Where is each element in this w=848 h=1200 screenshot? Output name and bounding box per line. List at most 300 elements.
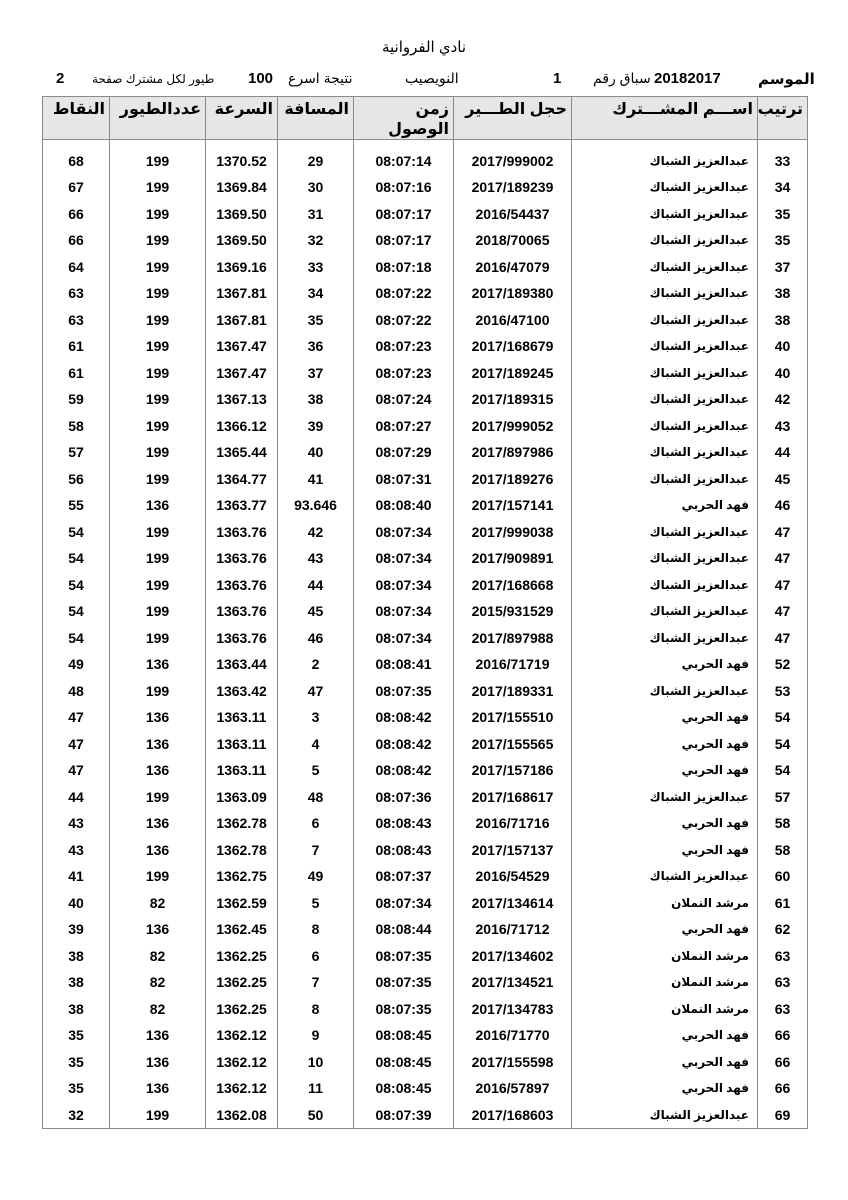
cell-birds: 199 (110, 1102, 206, 1129)
cell-speed: 1369.16 (206, 254, 278, 281)
cell-speed: 1362.12 (206, 1049, 278, 1076)
cell-arrival: 08:07:29 (354, 439, 454, 466)
club-name: نادي الفروانية (381, 39, 467, 56)
cell-arrival: 08:07:35 (354, 969, 454, 996)
cell-ring: 2017/157186 (454, 757, 572, 784)
cell-speed: 1370.52 (206, 148, 278, 175)
cell-rank: 53 (758, 678, 808, 705)
cell-arrival: 08:07:34 (354, 572, 454, 599)
cell-birds: 136 (110, 1022, 206, 1049)
cell-arrival: 08:08:45 (354, 1049, 454, 1076)
cell-points: 54 (43, 598, 110, 625)
cell-member: فهد الحربي (572, 492, 758, 519)
cell-points: 43 (43, 810, 110, 837)
table-row (43, 996, 808, 1023)
cell-member: مرشد النملان (572, 969, 758, 996)
col-ring: حجل الطـــير (454, 97, 572, 140)
cell-arrival: 08:07:34 (354, 625, 454, 652)
cell-member: عبدالعزيز الشباك (572, 545, 758, 572)
cell-rank: 66 (758, 1049, 808, 1076)
cell-birds: 199 (110, 386, 206, 413)
cell-rank: 62 (758, 916, 808, 943)
cell-member: فهد الحربي (572, 1075, 758, 1102)
cell-birds: 136 (110, 810, 206, 837)
cell-rank: 58 (758, 837, 808, 864)
cell-arrival: 08:07:14 (354, 148, 454, 175)
cell-member: فهد الحربي (572, 916, 758, 943)
cell-arrival: 08:08:42 (354, 731, 454, 758)
spacer-row (43, 140, 808, 148)
cell-ring: 2016/47100 (454, 307, 572, 334)
cell-birds: 199 (110, 439, 206, 466)
cell-points: 38 (43, 996, 110, 1023)
cell-ring: 2017/168668 (454, 572, 572, 599)
cell-ring: 2017/189239 (454, 174, 572, 201)
cell-arrival: 08:07:22 (354, 307, 454, 334)
cell-rank: 38 (758, 280, 808, 307)
cell-birds: 82 (110, 996, 206, 1023)
cell-rank: 35 (758, 201, 808, 228)
cell-arrival: 08:07:17 (354, 227, 454, 254)
cell-arrival: 08:07:37 (354, 863, 454, 890)
cell-points: 48 (43, 678, 110, 705)
table-row (43, 598, 808, 625)
cell-member: عبدالعزيز الشباك (572, 333, 758, 360)
cell-ring: 2017/189245 (454, 360, 572, 387)
cell-distance: 5 (278, 890, 354, 917)
cell-arrival: 08:08:42 (354, 757, 454, 784)
cell-rank: 43 (758, 413, 808, 440)
cell-rank: 35 (758, 227, 808, 254)
table-row (43, 943, 808, 970)
table-row (43, 651, 808, 678)
cell-rank: 47 (758, 519, 808, 546)
race-number: 1 (553, 70, 562, 87)
cell-arrival: 08:07:23 (354, 360, 454, 387)
cell-points: 66 (43, 201, 110, 228)
cell-speed: 1363.76 (206, 598, 278, 625)
cell-ring: 2017/909891 (454, 545, 572, 572)
cell-speed: 1363.77 (206, 492, 278, 519)
cell-speed: 1363.76 (206, 572, 278, 599)
season-label: الموسم (758, 71, 815, 88)
table-row (43, 254, 808, 281)
cell-ring: 2017/157137 (454, 837, 572, 864)
cell-points: 63 (43, 280, 110, 307)
table-row (43, 333, 808, 360)
cell-rank: 34 (758, 174, 808, 201)
cell-member: عبدالعزيز الشباك (572, 625, 758, 652)
cell-speed: 1367.47 (206, 333, 278, 360)
cell-rank: 52 (758, 651, 808, 678)
cell-member: عبدالعزيز الشباك (572, 227, 758, 254)
cell-distance: 4 (278, 731, 354, 758)
cell-arrival: 08:07:16 (354, 174, 454, 201)
cell-points: 32 (43, 1102, 110, 1129)
cell-speed: 1363.76 (206, 545, 278, 572)
cell-points: 64 (43, 254, 110, 281)
cell-speed: 1362.59 (206, 890, 278, 917)
cell-arrival: 08:07:34 (354, 545, 454, 572)
cell-birds: 199 (110, 227, 206, 254)
table-row (43, 439, 808, 466)
cell-distance: 3 (278, 704, 354, 731)
cell-speed: 1364.77 (206, 466, 278, 493)
cell-member: مرشد النملان (572, 890, 758, 917)
cell-ring: 2017/999038 (454, 519, 572, 546)
cell-arrival: 08:07:17 (354, 201, 454, 228)
cell-speed: 1369.50 (206, 201, 278, 228)
cell-ring: 2017/897986 (454, 439, 572, 466)
cell-distance: 2 (278, 651, 354, 678)
cell-ring: 2016/71716 (454, 810, 572, 837)
cell-points: 54 (43, 572, 110, 599)
cell-speed: 1366.12 (206, 413, 278, 440)
cell-rank: 37 (758, 254, 808, 281)
col-member: اســـم المشـــترك (572, 97, 758, 140)
cell-rank: 54 (758, 704, 808, 731)
cell-distance: 44 (278, 572, 354, 599)
cell-distance: 11 (278, 1075, 354, 1102)
cell-birds: 199 (110, 519, 206, 546)
cell-points: 54 (43, 519, 110, 546)
cell-rank: 63 (758, 969, 808, 996)
cell-rank: 44 (758, 439, 808, 466)
cell-birds: 199 (110, 413, 206, 440)
result-label: نتيجة اسرع (288, 70, 353, 86)
cell-ring: 2018/70065 (454, 227, 572, 254)
cell-ring: 2017/134521 (454, 969, 572, 996)
cell-ring: 2017/168679 (454, 333, 572, 360)
cell-member: عبدالعزيز الشباك (572, 863, 758, 890)
cell-member: عبدالعزيز الشباك (572, 148, 758, 175)
col-birds: عددالطيور (110, 97, 206, 140)
cell-rank: 58 (758, 810, 808, 837)
table-row (43, 757, 808, 784)
cell-birds: 199 (110, 280, 206, 307)
cell-member: عبدالعزيز الشباك (572, 439, 758, 466)
cell-distance: 9 (278, 1022, 354, 1049)
cell-ring: 2017/189315 (454, 386, 572, 413)
cell-ring: 2017/189380 (454, 280, 572, 307)
cell-ring: 2017/155565 (454, 731, 572, 758)
cell-member: فهد الحربي (572, 757, 758, 784)
cell-rank: 47 (758, 572, 808, 599)
table-row (43, 704, 808, 731)
cell-arrival: 08:07:35 (354, 996, 454, 1023)
table-row (43, 280, 808, 307)
cell-distance: 34 (278, 280, 354, 307)
cell-arrival: 08:08:43 (354, 810, 454, 837)
cell-member: فهد الحربي (572, 704, 758, 731)
table-row (43, 572, 808, 599)
cell-points: 56 (43, 466, 110, 493)
cell-birds: 199 (110, 863, 206, 890)
cell-rank: 63 (758, 996, 808, 1023)
table-row (43, 174, 808, 201)
cell-arrival: 08:07:24 (354, 386, 454, 413)
table-row (43, 360, 808, 387)
cell-ring: 2016/47079 (454, 254, 572, 281)
cell-member: عبدالعزيز الشباك (572, 466, 758, 493)
cell-distance: 36 (278, 333, 354, 360)
cell-distance: 10 (278, 1049, 354, 1076)
table-row (43, 227, 808, 254)
table-row (43, 413, 808, 440)
cell-rank: 38 (758, 307, 808, 334)
cell-speed: 1363.11 (206, 757, 278, 784)
cell-rank: 54 (758, 731, 808, 758)
cell-distance: 47 (278, 678, 354, 705)
cell-distance: 6 (278, 943, 354, 970)
cell-ring: 2016/57897 (454, 1075, 572, 1102)
cell-birds: 136 (110, 837, 206, 864)
cell-points: 47 (43, 757, 110, 784)
cell-rank: 33 (758, 148, 808, 175)
cell-rank: 66 (758, 1022, 808, 1049)
cell-speed: 1362.12 (206, 1022, 278, 1049)
per-member-label: طيور لكل مشترك صفحة (92, 72, 215, 86)
season-value: 20182017 (654, 70, 721, 87)
cell-member: عبدالعزيز الشباك (572, 307, 758, 334)
table-row (43, 1075, 808, 1102)
cell-member: عبدالعزيز الشباك (572, 280, 758, 307)
cell-arrival: 08:07:34 (354, 519, 454, 546)
cell-rank: 47 (758, 625, 808, 652)
cell-birds: 199 (110, 333, 206, 360)
cell-speed: 1365.44 (206, 439, 278, 466)
cell-ring: 2017/189331 (454, 678, 572, 705)
cell-ring: 2017/134602 (454, 943, 572, 970)
cell-points: 54 (43, 545, 110, 572)
cell-distance: 46 (278, 625, 354, 652)
cell-distance: 40 (278, 439, 354, 466)
cell-rank: 42 (758, 386, 808, 413)
cell-speed: 1362.12 (206, 1075, 278, 1102)
cell-points: 43 (43, 837, 110, 864)
table-row (43, 519, 808, 546)
cell-speed: 1362.25 (206, 943, 278, 970)
table-row (43, 784, 808, 811)
cell-ring: 2016/71719 (454, 651, 572, 678)
cell-distance: 50 (278, 1102, 354, 1129)
cell-ring: 2017/999002 (454, 148, 572, 175)
cell-rank: 57 (758, 784, 808, 811)
cell-points: 38 (43, 943, 110, 970)
cell-arrival: 08:07:31 (354, 466, 454, 493)
cell-birds: 199 (110, 360, 206, 387)
cell-arrival: 08:08:42 (354, 704, 454, 731)
cell-points: 47 (43, 704, 110, 731)
cell-member: عبدالعزيز الشباك (572, 1102, 758, 1129)
cell-ring: 2017/155510 (454, 704, 572, 731)
cell-speed: 1367.13 (206, 386, 278, 413)
cell-member: عبدالعزيز الشباك (572, 201, 758, 228)
cell-rank: 47 (758, 545, 808, 572)
cell-speed: 1362.45 (206, 916, 278, 943)
cell-member: فهد الحربي (572, 1022, 758, 1049)
cell-points: 35 (43, 1049, 110, 1076)
cell-distance: 49 (278, 863, 354, 890)
cell-rank: 66 (758, 1075, 808, 1102)
cell-speed: 1369.50 (206, 227, 278, 254)
cell-rank: 54 (758, 757, 808, 784)
table-row (43, 201, 808, 228)
cell-ring: 2017/999052 (454, 413, 572, 440)
race-label: سباق رقم (593, 70, 651, 86)
cell-birds: 136 (110, 1049, 206, 1076)
cell-arrival: 08:07:35 (354, 678, 454, 705)
cell-points: 39 (43, 916, 110, 943)
cell-points: 67 (43, 174, 110, 201)
cell-points: 40 (43, 890, 110, 917)
cell-distance: 43 (278, 545, 354, 572)
cell-member: فهد الحربي (572, 651, 758, 678)
cell-ring: 2015/931529 (454, 598, 572, 625)
cell-points: 38 (43, 969, 110, 996)
cell-speed: 1362.25 (206, 969, 278, 996)
cell-points: 47 (43, 731, 110, 758)
cell-member: عبدالعزيز الشباك (572, 784, 758, 811)
cell-rank: 45 (758, 466, 808, 493)
cell-member: مرشد النملان (572, 996, 758, 1023)
cell-birds: 82 (110, 943, 206, 970)
results-table (42, 96, 808, 1129)
cell-arrival: 08:08:40 (354, 492, 454, 519)
cell-speed: 1363.11 (206, 731, 278, 758)
cell-member: عبدالعزيز الشباك (572, 254, 758, 281)
cell-points: 49 (43, 651, 110, 678)
cell-birds: 136 (110, 1075, 206, 1102)
table-header-row (43, 97, 808, 140)
cell-member: عبدالعزيز الشباك (572, 360, 758, 387)
cell-distance: 8 (278, 996, 354, 1023)
cell-birds: 199 (110, 201, 206, 228)
cell-ring: 2017/134783 (454, 996, 572, 1023)
race-category: النويصيب (405, 70, 459, 86)
cell-birds: 136 (110, 492, 206, 519)
col-distance: المسافة (278, 97, 354, 140)
cell-ring: 2017/134614 (454, 890, 572, 917)
table-row (43, 890, 808, 917)
cell-arrival: 08:07:34 (354, 890, 454, 917)
cell-member: عبدالعزيز الشباك (572, 174, 758, 201)
table-row (43, 837, 808, 864)
table-row (43, 148, 808, 175)
cell-birds: 136 (110, 731, 206, 758)
cell-birds: 82 (110, 890, 206, 917)
cell-rank: 61 (758, 890, 808, 917)
cell-distance: 5 (278, 757, 354, 784)
table-row (43, 492, 808, 519)
cell-speed: 1363.76 (206, 625, 278, 652)
cell-rank: 40 (758, 360, 808, 387)
cell-points: 55 (43, 492, 110, 519)
cell-rank: 63 (758, 943, 808, 970)
cell-member: فهد الحربي (572, 810, 758, 837)
cell-distance: 37 (278, 360, 354, 387)
table-row (43, 1049, 808, 1076)
cell-distance: 38 (278, 386, 354, 413)
cell-arrival: 08:08:44 (354, 916, 454, 943)
cell-distance: 31 (278, 201, 354, 228)
table-row (43, 386, 808, 413)
cell-points: 44 (43, 784, 110, 811)
cell-distance: 8 (278, 916, 354, 943)
table-row (43, 1022, 808, 1049)
cell-speed: 1362.75 (206, 863, 278, 890)
cell-speed: 1367.81 (206, 280, 278, 307)
cell-distance: 7 (278, 837, 354, 864)
cell-arrival: 08:07:22 (354, 280, 454, 307)
cell-ring: 2017/897988 (454, 625, 572, 652)
cell-speed: 1363.44 (206, 651, 278, 678)
cell-birds: 199 (110, 598, 206, 625)
cell-arrival: 08:07:35 (354, 943, 454, 970)
cell-birds: 199 (110, 148, 206, 175)
cell-points: 57 (43, 439, 110, 466)
cell-points: 35 (43, 1075, 110, 1102)
cell-ring: 2017/168603 (454, 1102, 572, 1129)
cell-ring: 2016/71712 (454, 916, 572, 943)
table-row (43, 863, 808, 890)
cell-distance: 33 (278, 254, 354, 281)
page-number: 2 (56, 70, 65, 87)
cell-distance: 41 (278, 466, 354, 493)
cell-arrival: 08:07:36 (354, 784, 454, 811)
cell-member: عبدالعزيز الشباك (572, 519, 758, 546)
col-points: النقاط (43, 97, 110, 140)
cell-speed: 1369.84 (206, 174, 278, 201)
cell-points: 58 (43, 413, 110, 440)
table-row (43, 307, 808, 334)
cell-arrival: 08:08:41 (354, 651, 454, 678)
table-row (43, 625, 808, 652)
cell-birds: 199 (110, 466, 206, 493)
cell-points: 59 (43, 386, 110, 413)
table-row (43, 916, 808, 943)
cell-arrival: 08:07:39 (354, 1102, 454, 1129)
cell-member: عبدالعزيز الشباك (572, 598, 758, 625)
cell-member: عبدالعزيز الشباك (572, 678, 758, 705)
cell-points: 61 (43, 333, 110, 360)
cell-arrival: 08:08:45 (354, 1022, 454, 1049)
cell-points: 61 (43, 360, 110, 387)
cell-arrival: 08:07:18 (354, 254, 454, 281)
cell-distance: 32 (278, 227, 354, 254)
cell-ring: 2016/54437 (454, 201, 572, 228)
cell-arrival: 08:07:34 (354, 598, 454, 625)
cell-rank: 46 (758, 492, 808, 519)
cell-distance: 30 (278, 174, 354, 201)
table-row (43, 969, 808, 996)
cell-points: 35 (43, 1022, 110, 1049)
cell-member: فهد الحربي (572, 731, 758, 758)
cell-speed: 1367.47 (206, 360, 278, 387)
col-arrival: زمن الوصول (354, 97, 454, 140)
cell-distance: 35 (278, 307, 354, 334)
cell-ring: 2017/168617 (454, 784, 572, 811)
cell-member: فهد الحربي (572, 1049, 758, 1076)
cell-speed: 1362.78 (206, 810, 278, 837)
col-rank: ترتيب (758, 97, 808, 140)
table-row (43, 545, 808, 572)
col-speed: السرعة (206, 97, 278, 140)
cell-points: 41 (43, 863, 110, 890)
cell-birds: 136 (110, 704, 206, 731)
cell-points: 68 (43, 148, 110, 175)
cell-speed: 1362.25 (206, 996, 278, 1023)
